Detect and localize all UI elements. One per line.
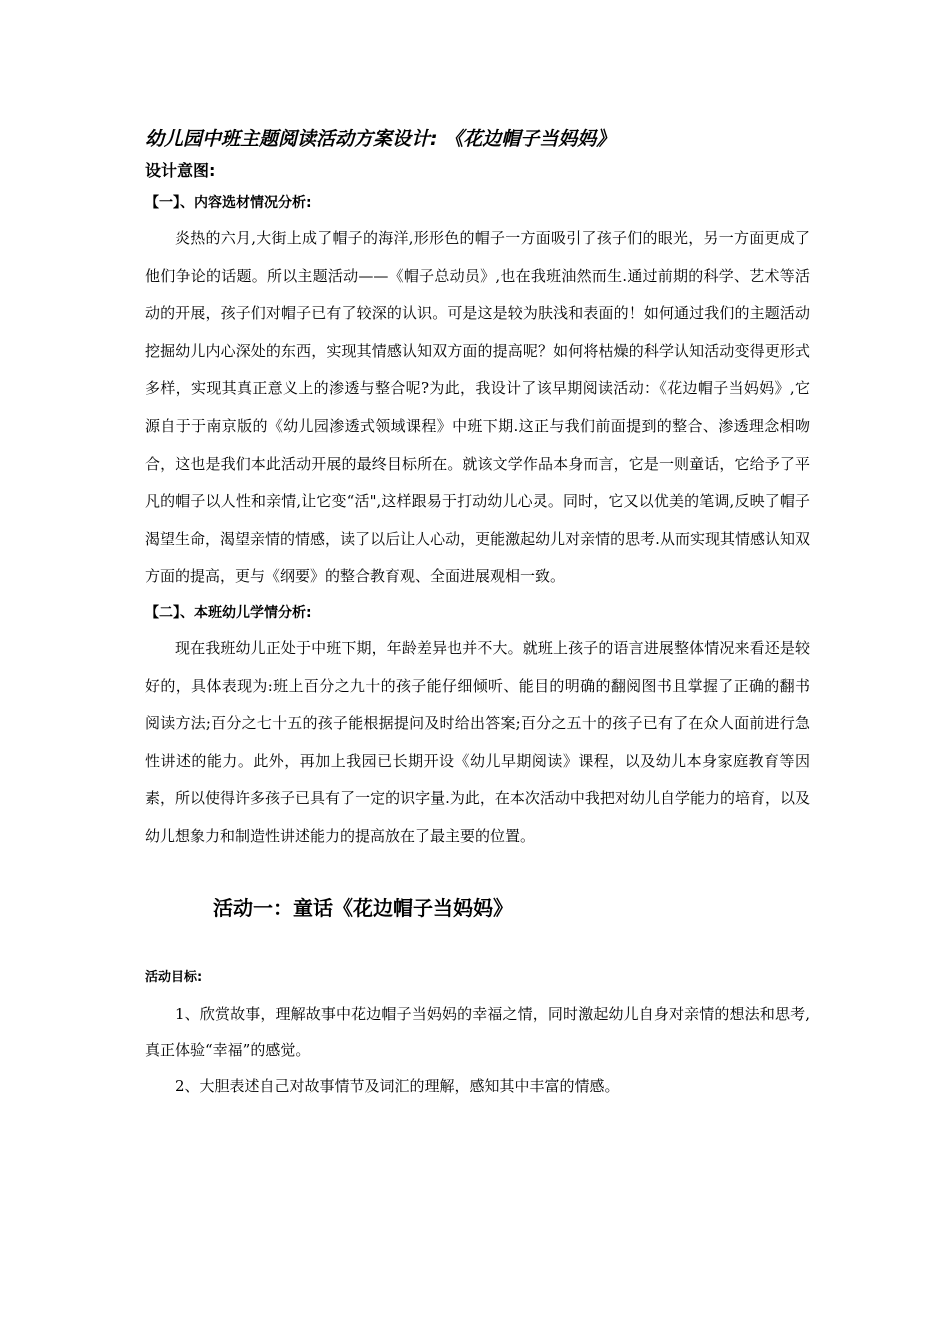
section-paragraph-content-analysis: 炎热的六月,大街上成了帽子的海洋,形形色的帽子一方面吸引了孩子们的眼光，另一方面更成了他们争论的话题。所以主题活动——《帽子总动员》,也在我班油然而生.通过前期的科学、艺术等活动的开展，孩子们对帽子已有了较深的认识。可是这是较为肤浅和表面的！如何通过我们的主题活动挖掘幼儿内心深处的东西，实现其情感认知双方面的提高呢？如何将枯燥的科学认知活动变得更形式多样，实现其真正意义上的渗透与整合呢?为此，我设计了该早期阅读活动：《花边帽子当妈妈》,它源自于于南京版的《幼儿园渗透式领域课程》中班下期.这正与我们前面提到的整合、渗透理念相吻合，这也是我们本此活动开展的最终目标所在。就该文学作品本身而言，它是一则童话，它给予了平凡的帽子以人性和亲情,让它变“活",这样跟易于打动幼儿心灵。同时，它又以优美的笔调,反映了帽子渴望生命，渴望亲情的情感，读了以后让人心动，更能激起幼儿对亲情的思考.从而实现其情感认知双方面的提高，更与《纲要》的整合教育观、全面进展观相一致。 <box>145 229 810 586</box>
section-heading-student-analysis: 【二】、本班幼儿学情分析: <box>145 604 312 621</box>
activity-goal-item: 1、欣赏故事，理解故事中花边帽子当妈妈的幸福之情，同时激起幼儿自身对亲情的想法和思考,真正体验“幸福”的感觉。 <box>145 1004 810 1059</box>
document-page <box>145 122 810 1104</box>
section-heading-content-analysis: 【一】、内容选材情况分析: <box>145 195 312 211</box>
activity-title: 活动一：童话《花边帽子当妈妈》 <box>213 895 513 920</box>
activity-goals-heading: 活动目标: <box>145 969 203 985</box>
section-paragraph-student-analysis: 现在我班幼儿正处于中班下期，年龄差异也并不大。就班上孩子的语言进展整体情况来看还是较好的，具体表现为:班上百分之九十的孩子能仔细倾听、能目的明确的翻阅图书且掌握了正确的翻书阅读方法;百分之七十五的孩子能根据提问及时给出答案;百分之五十的孩子已有了在众人面前进行急性讲述的能力。此外，再加上我园已长期开设《幼儿早期阅读》课程，以及幼儿本身家庭教育等因素，所以使得许多孩子已具有了一定的识字量.为此，在本次活动中我把对幼儿自学能力的培育，以及幼儿想象力和制造性讲述能力的提高放在了最主要的位置。 <box>145 638 810 845</box>
activity-goal-item: 2、大胆表述自己对故事情节及词汇的理解，感知其中丰富的情感。 <box>175 1076 620 1095</box>
document-title: 幼儿园中班主题阅读活动方案设计: 《花边帽子当妈妈》 <box>145 128 616 150</box>
design-intent-heading: 设计意图: <box>145 161 216 180</box>
